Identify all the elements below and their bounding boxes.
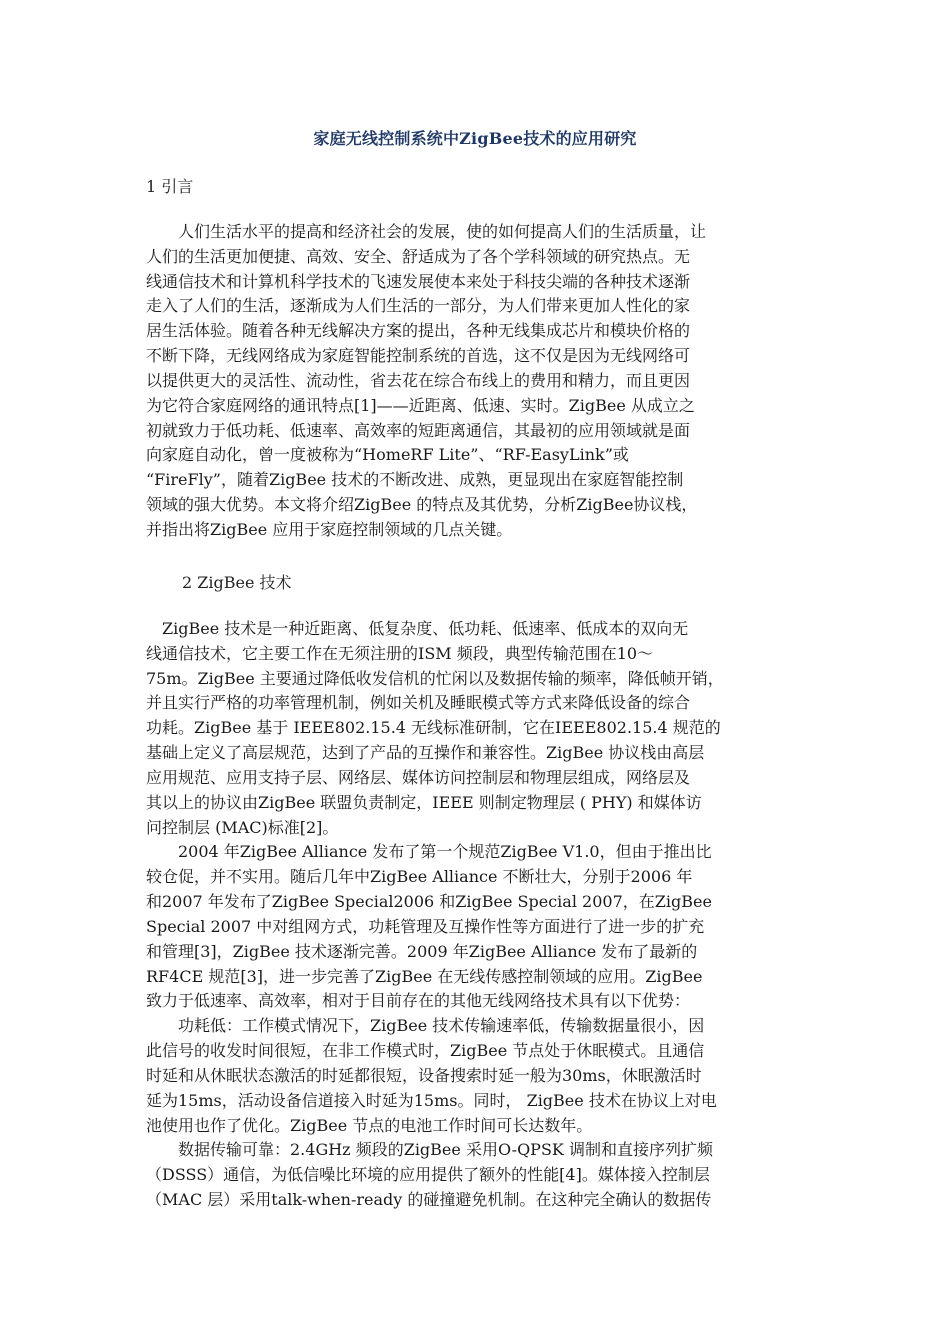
text-line: 初就致力于低功耗、低速率、高效率的短距离通信，其最初的应用领域就是面 [146, 420, 691, 440]
text-line: 应用规范、应用支持子层、网络层、媒体访问控制层和物理层组成，网络层及 [146, 767, 691, 787]
text-line: 基础上定义了高层规范，达到了产品的互操作和兼容性。ZigBee 协议栈由高层 [146, 743, 705, 763]
text-line: 以提供更大的灵活性、流动性，省去花在综合布线上的费用和精力，而且更因 [146, 370, 691, 390]
text-line: 较仓促，并不实用。随后几年中ZigBee Alliance 不断壮大，分别于2006 年 [146, 867, 693, 887]
text-line: 2004 年ZigBee Alliance 发布了第一个规范ZigBee V1.0，但由于推出比 [146, 842, 712, 862]
text-line: （MAC 层）采用talk-when-ready 的碰撞避免机制。在这种完全确认的数据传 [146, 1190, 712, 1210]
text-line: 并指出将ZigBee 应用于家庭控制领域的几点关键。 [146, 519, 513, 539]
text-line: 并且实行严格的功率管理机制，例如关机及睡眠模式等方式来降低设备的综合 [146, 693, 691, 713]
text-line: 功耗低：工作模式情况下，ZigBee 技术传输速率低，传输数据量很小，因 [146, 1016, 705, 1036]
text-line: （DSSS）通信，为低信噪比环境的应用提供了额外的性能[4]。媒体接入控制层 [146, 1165, 710, 1185]
text-line: 延为15ms，活动设备信道接入时延为15ms。同时， ZigBee 技术在协议上对电 [146, 1090, 717, 1110]
text-line: 线通信技术和计算机科学技术的飞速发展使本来处于科技尖端的各种技术逐渐 [146, 271, 691, 291]
text-line: ZigBee 技术是一种近距离、低复杂度、低功耗、低速率、低成本的双向无 [146, 619, 689, 638]
text-line: 为它符合家庭网络的通讯特点[1]——近距离、低速、实时。ZigBee 从成立之 [146, 395, 695, 415]
text-line: 此信号的收发时间很短，在非工作模式时，ZigBee 节点处于休眠模式。且通信 [146, 1041, 705, 1061]
text-line: 线通信技术，它主要工作在无须注册的ISM 频段，典型传输范围在10～ [146, 643, 654, 663]
text-line: 居生活体验。随着各种无线解决方案的提出，各种无线集成芯片和模块价格的 [146, 321, 691, 341]
text-line: RF4CE 规范[3]，进一步完善了ZigBee 在无线传感控制领域的应用。ZigBee [146, 966, 703, 986]
text-line: 功耗。ZigBee 基于 IEEE802.15.4 无线标准研制，它在IEEE802.15.4 规范的 [146, 718, 721, 738]
text-line: 不断下降，无线网络成为家庭智能控制系统的首选，这不仅是因为无线网络可 [146, 346, 691, 366]
text-line: 75m。ZigBee 主要通过降低收发信机的忙闲以及数据传输的频率，降低帧开销， [146, 668, 724, 688]
text-line: 向家庭自动化，曾一度被称为“HomeRF Lite”、“RF-EasyLink”或 [146, 445, 629, 465]
text-line: “FireFly”，随着ZigBee 技术的不断改进、成熟，更显现出在家庭智能控制 [146, 470, 684, 490]
section-heading-1: 1 引言 [146, 177, 194, 196]
text-line: 致力于低速率、高效率，相对于目前存在的其他无线网络技术具有以下优势： [146, 991, 691, 1011]
section-heading-2: 2 ZigBee 技术 [182, 573, 292, 592]
text-line: 其以上的协议由ZigBee 联盟负责制定，IEEE 则制定物理层 ( PHY) 和媒体访 [146, 792, 702, 812]
text-line: 和2007 年发布了ZigBee Special2006 和ZigBee Special 2007，在ZigBee [146, 892, 712, 912]
text-line: 问控制层 (MAC)标准[2]。 [146, 817, 339, 837]
text-line: 时延和从休眠状态激活的时延都很短，设备搜索时延一般为30ms，休眠激活时 [146, 1065, 702, 1085]
text-line: 人们生活水平的提高和经济社会的发展，使的如何提高人们的生活质量，让 [146, 222, 707, 241]
text-line: 走入了人们的生活，逐渐成为人们生活的一部分，为人们带来更加人性化的家 [146, 296, 691, 316]
text-line: Special 2007 中对组网方式，功耗管理及互操作性等方面进行了进一步的扩充 [146, 916, 705, 936]
text-line: 和管理[3]，ZigBee 技术逐渐完善。2009 年ZigBee Alliance 发布了最新的 [146, 941, 698, 961]
document-title: 家庭无线控制系统中ZigBee技术的应用研究 [313, 129, 637, 148]
text-line: 人们的生活更加便捷、高效、安全、舒适成为了各个学科领域的研究热点。无 [146, 246, 691, 266]
text-line: 数据传输可靠：2.4GHz 频段的ZigBee 采用O-QPSK 调制和直接序列扩频 [146, 1140, 713, 1160]
text-line: 池使用也作了优化。ZigBee 节点的电池工作时间可长达数年。 [146, 1115, 593, 1135]
text-line: 领域的强大优势。本文将介绍ZigBee 的特点及其优势，分析ZigBee协议栈， [146, 495, 698, 515]
